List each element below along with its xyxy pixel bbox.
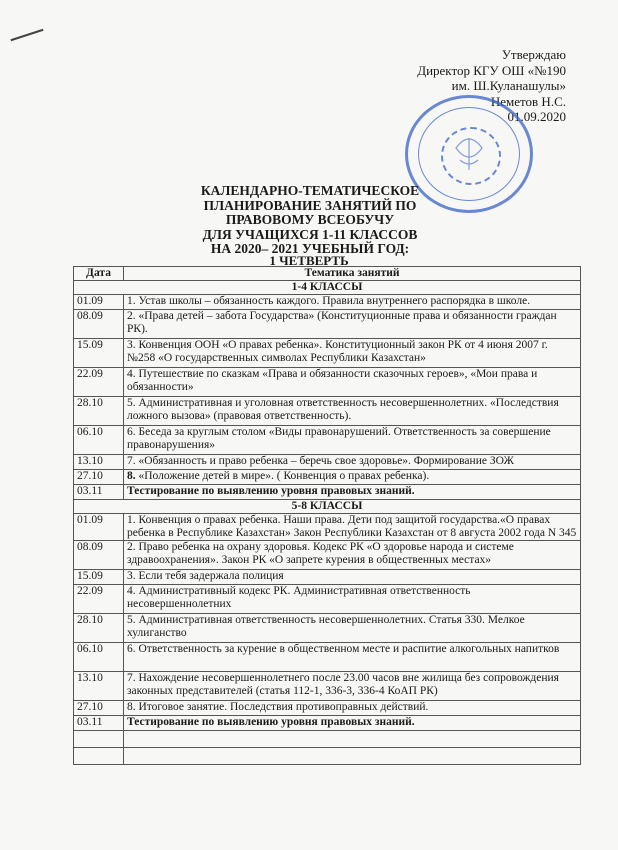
plan-table bbox=[73, 266, 581, 765]
section-title: 1-4 КЛАССЫ bbox=[74, 281, 581, 295]
table-row bbox=[74, 339, 581, 368]
row-date: 28.10 bbox=[74, 397, 124, 426]
title-line: ДЛЯ УЧАЩИХСЯ 1-11 КЛАССОВ bbox=[202, 226, 418, 242]
title-line: НА 2020– 2021 УЧЕБНЫЙ ГОД: bbox=[210, 241, 410, 256]
row-date: 13.10 bbox=[74, 672, 124, 701]
table-row bbox=[74, 368, 581, 397]
row-date: 03.11 bbox=[74, 485, 124, 500]
row-topic: 6. Ответственность за курение в общественном месте и распитие алкогольных напитков bbox=[124, 643, 581, 672]
row-date: 03.11 bbox=[74, 716, 124, 731]
row-date: 15.09 bbox=[74, 570, 124, 585]
table-row bbox=[74, 514, 581, 541]
row-date: 22.09 bbox=[74, 368, 124, 397]
row-topic: 2. Право ребенка на охрану здоровья. Кодекс РК «О здоровье народа и системе здравоохранения». Закон РК «О запрете курения в общественных местах» bbox=[124, 541, 581, 570]
table-row bbox=[74, 643, 581, 672]
row-topic: Тестирование по выявлению уровня правовых знаний. bbox=[124, 485, 581, 500]
row-topic bbox=[124, 470, 581, 485]
section-row bbox=[74, 281, 581, 295]
row-date: 08.09 bbox=[74, 310, 124, 339]
table-row bbox=[74, 485, 581, 500]
row-topic: 4. Административный кодекс РК. Административная ответственность несовершеннолетних bbox=[124, 585, 581, 614]
row-date: 15.09 bbox=[74, 339, 124, 368]
row-topic: 2. «Права детей – забота Государства» (Конституционные права и обязанности граждан РК). bbox=[124, 310, 581, 339]
row-date: 13.10 bbox=[74, 455, 124, 470]
section-row bbox=[74, 500, 581, 514]
table-row bbox=[74, 455, 581, 470]
approval-line: им. Ш.Куланашулы» bbox=[451, 78, 566, 93]
document-title bbox=[150, 184, 470, 257]
row-date: 08.09 bbox=[74, 541, 124, 570]
row-topic: 5. Административная и уголовная ответственность несовершеннолетних. «Последствия ложного вызова» (правовая ответственность). bbox=[124, 397, 581, 426]
row-topic: 1. Конвенция о правах ребенка. Наши права. Дети под защитой государства.«О правах ребенка в Республике Казахстан» Закон Республики Казахстан от 8 августа 2002 года N 345 bbox=[124, 514, 581, 541]
table-row bbox=[74, 426, 581, 455]
row-topic: 8. Итоговое занятие. Последствия противоправных действий. bbox=[124, 701, 581, 716]
row-topic: 1. Устав школы – обязанность каждого. Правила внутреннего распорядка в школе. bbox=[124, 295, 581, 310]
row-topic: Тестирование по выявлению уровня правовых знаний. bbox=[124, 716, 581, 731]
table-row bbox=[74, 716, 581, 731]
table-row bbox=[74, 614, 581, 643]
row-date: 27.10 bbox=[74, 470, 124, 485]
table-row bbox=[74, 470, 581, 485]
row-topic: 7. «Обязанность и право ребенка – беречь свое здоровье». Формирование ЗОЖ bbox=[124, 455, 581, 470]
row-topic: 5. Административная ответственность несовершеннолетних. Статья 330. Мелкое хулиганство bbox=[124, 614, 581, 643]
row-topic: 3. Конвенция ООН «О правах ребенка». Конституционный закон РК от 4 июня 2007 г. №258 «О государственных символах Республики Казахстан» bbox=[124, 339, 581, 368]
row-date: 27.10 bbox=[74, 701, 124, 716]
table-row bbox=[74, 541, 581, 570]
row-date: 06.10 bbox=[74, 643, 124, 672]
table-row bbox=[74, 397, 581, 426]
table-row bbox=[74, 295, 581, 310]
row-date: 01.09 bbox=[74, 514, 124, 541]
row-number: 8. bbox=[127, 470, 139, 482]
row-date: 06.10 bbox=[74, 426, 124, 455]
row-date: 22.09 bbox=[74, 585, 124, 614]
table-row bbox=[74, 310, 581, 339]
approval-line: Неметов Н.С. bbox=[490, 93, 566, 109]
row-date: 01.09 bbox=[74, 295, 124, 310]
header-date: Дата bbox=[74, 267, 124, 281]
row-date: 28.10 bbox=[74, 614, 124, 643]
quarter-heading: 1 ЧЕТВЕРТЬ bbox=[269, 253, 349, 268]
header-topic: Тематика занятий bbox=[124, 267, 581, 281]
row-topic: 6. Беседа за круглым столом «Виды правонарушений. Ответственность за совершение правонарушения» bbox=[124, 426, 581, 455]
empty-row bbox=[74, 748, 581, 765]
approval-date: 01.09.2020 bbox=[507, 109, 566, 124]
table-row bbox=[74, 585, 581, 614]
row-topic: 7. Нахождение несовершеннолетнего после 23.00 часов вне жилища без сопровождения законных представителей (статья 112-1, 336-3, 336-4 КоАП РК) bbox=[124, 672, 581, 701]
table-row bbox=[74, 701, 581, 716]
approval-line: Директор КГУ ОШ «№190 bbox=[417, 62, 566, 78]
pen-mark bbox=[11, 29, 44, 41]
section-title: 5-8 КЛАССЫ bbox=[74, 500, 581, 514]
table-row bbox=[74, 672, 581, 701]
empty-row bbox=[74, 731, 581, 748]
row-topic-text: «Положение детей в мире». ( Конвенция о правах ребенка). bbox=[138, 470, 430, 482]
approval-line: Утверждаю bbox=[501, 47, 566, 62]
title-line: ПРАВОВОМУ ВСЕОБУЧУ bbox=[225, 212, 395, 227]
row-topic: 3. Если тебя задержала полиция bbox=[124, 570, 581, 585]
table-header-row bbox=[74, 267, 581, 281]
title-line: КАЛЕНДАРНО-ТЕМАТИЧЕСКОЕ ПЛАНИРОВАНИЕ ЗАНЯТИЙ ПО bbox=[200, 183, 420, 213]
row-topic: 4. Путешествие по сказкам «Права и обязанности сказочных героев», «Мои права и обязанности» bbox=[124, 368, 581, 397]
table-row bbox=[74, 570, 581, 585]
